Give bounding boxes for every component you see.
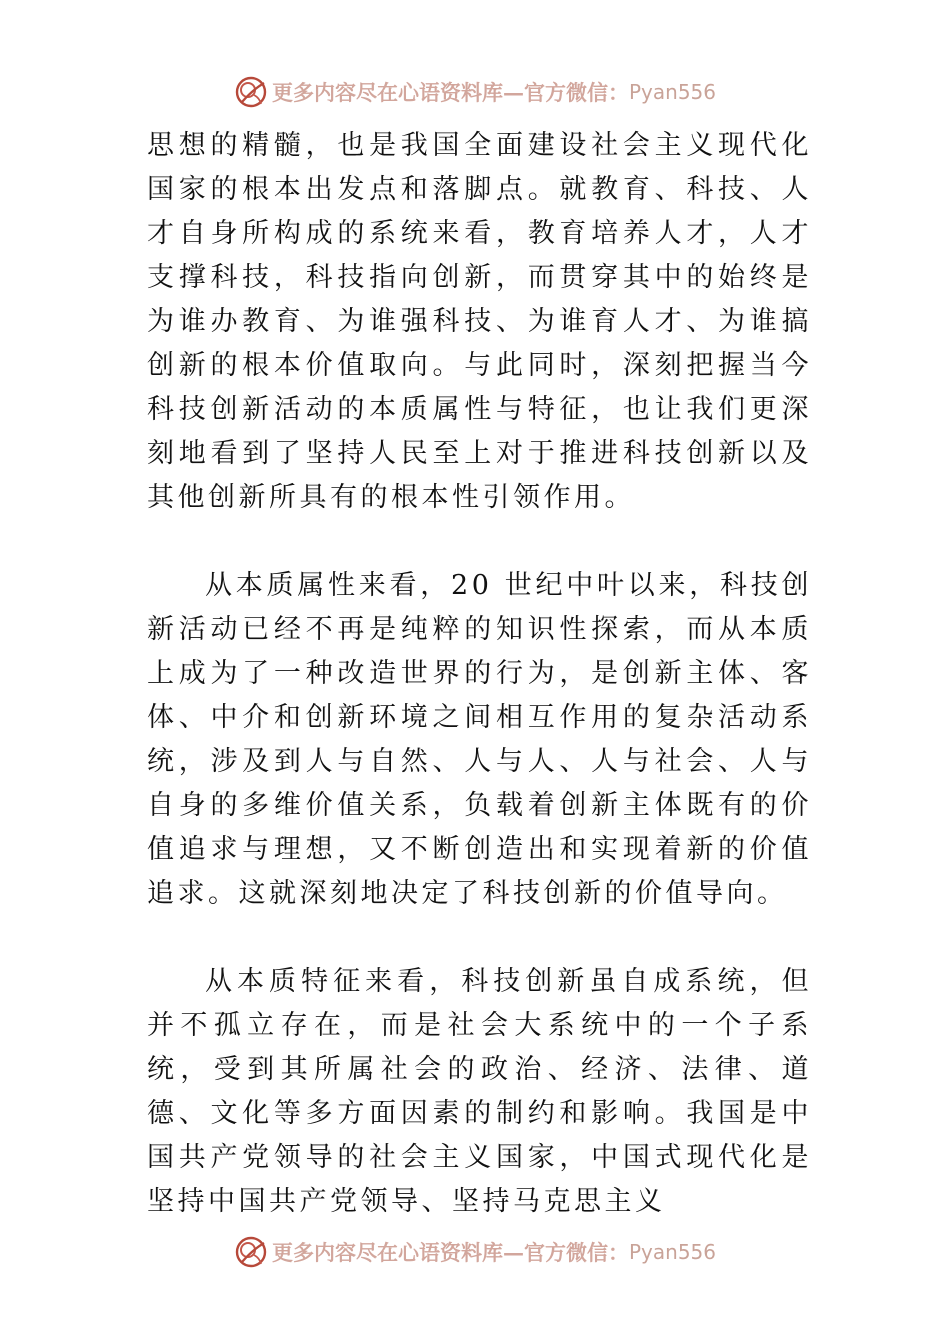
paragraph: 思想的精髓，也是我国全面建设社会主义现代化国家的根本出发点和落脚点。就教育、科技、人才自身所构成的系统来看，教育培养人才，人才支撑科技，科技指向创新，而贯穿其中的始终是为谁办教育、为谁强科技、为谁育人才、为谁搞创新的根本价值取向。与此同时，深刻把握当今科技创新活动的本质属性与特征，也让我们更深刻地看到了坚持人民至上对于推进科技创新以及其他创新所具有的根本性引领作用。: [147, 130, 812, 513]
header-banner: [0, 72, 950, 112]
paragraph: 从本质属性来看，20 世纪中叶以来，科技创新活动已经不再是纯粹的知识性探索，而从本质上成为了一种改造世界的行为，是创新主体、客体、中介和创新环境之间相互作用的复杂活动系统，涉及到人与自然、人与人、人与社会、人与自身的多维价值关系，负载着创新主体既有的价值追求与理想，又不断创造出和实现着新的价值追求。这就深刻地决定了科技创新的价值导向。: [147, 570, 812, 909]
footer-banner: [0, 1232, 950, 1272]
paragraph: 从本质特征来看，科技创新虽自成系统，但并不孤立存在，而是社会大系统中的一个子系统，受到其所属社会的政治、经济、法律、道德、文化等多方面因素的制约和影响。我国是中国共产党领导的社会主义国家，中国式现代化是坚持中国共产党领导、坚持马克思主义: [147, 966, 812, 1217]
banner-text: 更多内容尽在心语资料库—官方微信：: [271, 1240, 629, 1265]
wechat-id: Pyan556: [628, 1240, 716, 1264]
flower-logo-icon: [234, 1235, 268, 1269]
flower-logo-icon: [234, 75, 268, 109]
banner-text: 更多内容尽在心语资料库—官方微信：: [271, 80, 629, 105]
wechat-id: Pyan556: [628, 80, 716, 104]
document-body: [147, 124, 812, 1224]
